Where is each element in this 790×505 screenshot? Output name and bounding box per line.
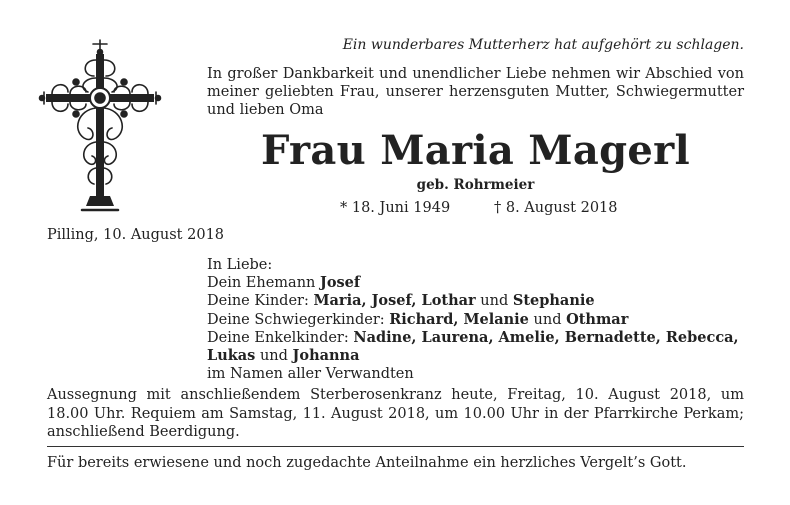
grandchildren-name-b: Johanna xyxy=(292,347,360,365)
mourner-relatives: im Namen aller Verwandten xyxy=(207,366,414,383)
grandchildren-prefix: Deine Enkelkinder: xyxy=(207,329,349,346)
thanks-line: Für bereits erwiesene und noch zugedachte Anteilnahme ein herzliches Vergelt’s Gott. xyxy=(47,455,687,471)
husband-prefix: Dein Ehemann xyxy=(207,275,316,292)
children-last-name: Stephanie xyxy=(512,292,595,310)
grandchildren-name-a: Lukas xyxy=(207,347,256,365)
mourner-children xyxy=(207,292,739,310)
deceased-name: Frau Maria Magerl xyxy=(261,127,690,174)
motto-line: Ein wunderbares Mutterherz hat aufgehört zu schlagen. xyxy=(342,37,744,53)
grandchildren-names-line1: Nadine, Laurena, Amelie, Bernadette, Rebecca, xyxy=(353,328,739,346)
children-and: und xyxy=(480,293,509,310)
mourners-list xyxy=(207,256,739,383)
intro-paragraph: In großer Dankbarkeit und unendlicher Liebe nehmen wir Abschied von meiner geliebten Frau, unserer herzensguten Mutter, Schwiegermutter und lieben Oma xyxy=(207,66,744,118)
wrought-iron-cross-icon xyxy=(38,38,162,214)
mourners-heading: In Liebe: xyxy=(207,257,273,273)
mourner-husband xyxy=(207,274,739,292)
place-and-date: Pilling, 10. August 2018 xyxy=(47,227,225,243)
mourner-inlaws xyxy=(207,311,739,329)
inlaws-names: Richard, Melanie xyxy=(389,310,529,328)
death-date: † 8. August 2018 xyxy=(494,200,618,216)
divider-line xyxy=(47,446,744,447)
mourner-grandchildren-cont xyxy=(207,347,739,365)
inlaws-last-name: Othmar xyxy=(566,310,629,328)
husband-name: Josef xyxy=(319,274,361,292)
mourner-grandchildren xyxy=(207,329,739,347)
maiden-name: geb. Rohrmeier xyxy=(416,177,535,193)
grandchildren-and: und xyxy=(259,348,288,365)
birth-date: * 18. Juni 1949 xyxy=(340,200,451,216)
funeral-details: Aussegnung mit anschließendem Sterberosenkranz heute, Freitag, 10. August 2018, um 18.00 Uhr. Requiem am Samstag, 11. August 2018, um 10.00 Uhr in der Pfarrkirche Perkam; anschließend Beerdigung. xyxy=(47,387,744,440)
children-prefix: Deine Kinder: xyxy=(207,293,309,310)
children-names: Maria, Josef, Lothar xyxy=(313,292,476,310)
inlaws-prefix: Deine Schwiegerkinder: xyxy=(207,311,385,328)
inlaws-and: und xyxy=(533,311,562,328)
